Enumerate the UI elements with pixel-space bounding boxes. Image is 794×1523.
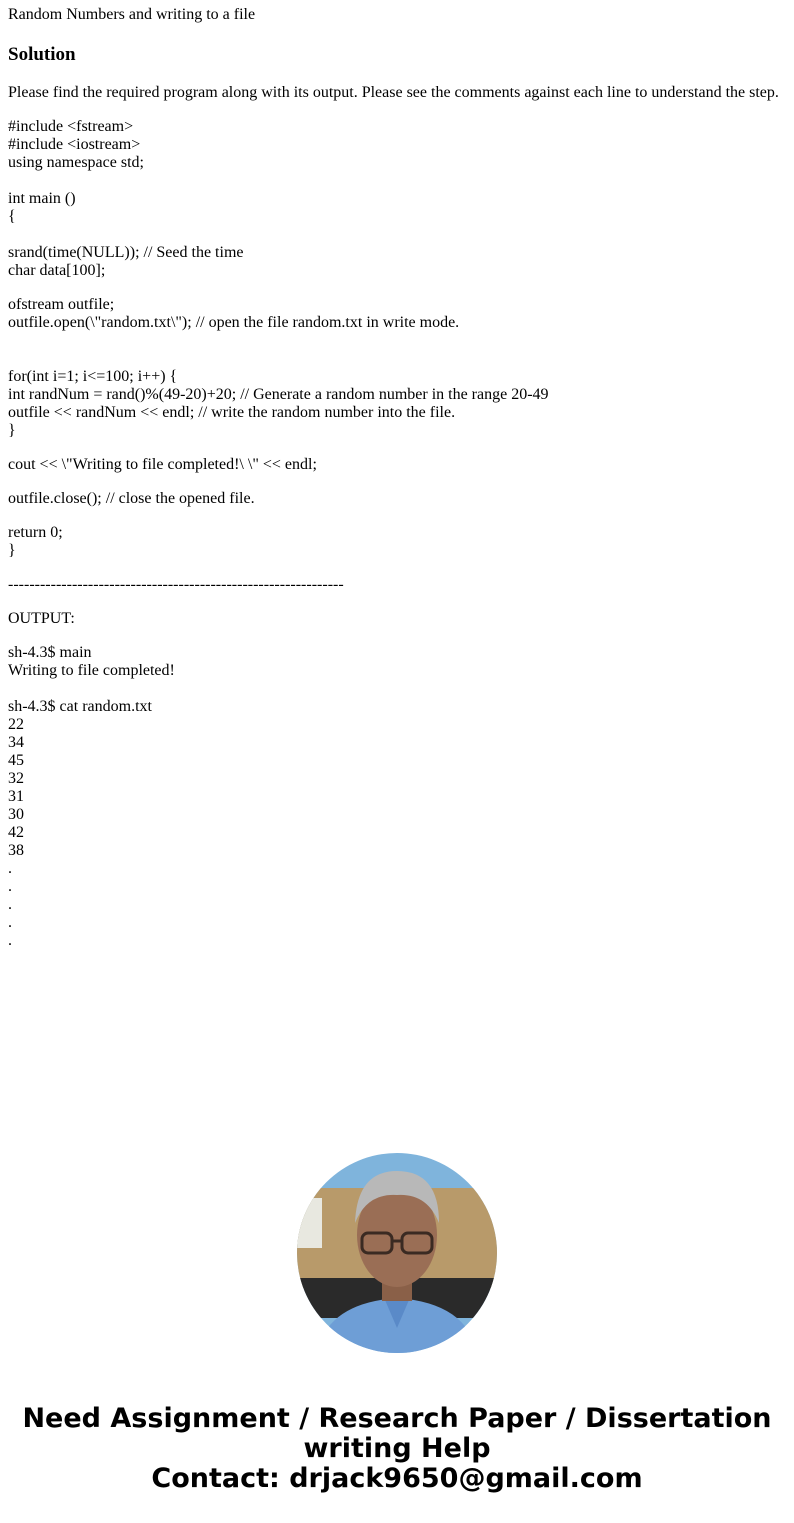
code-line: Writing to file completed! <box>8 662 175 679</box>
output-label <box>8 610 75 628</box>
code-line: } <box>8 422 16 439</box>
solution-heading: Solution <box>8 44 76 65</box>
code-line: outfile << randNum << endl; // write the random number into the file. <box>8 404 456 421</box>
code-line: 34 <box>8 734 24 751</box>
code-line: 32 <box>8 770 24 787</box>
code-block-cout <box>8 456 317 474</box>
code-line: 30 <box>8 806 24 823</box>
code-block-loop <box>8 296 549 440</box>
code-line: for(int i=1; i<=100; i++) { <box>8 368 178 385</box>
code-line: sh-4.3$ main <box>8 644 92 661</box>
code-line: . <box>8 896 12 913</box>
code-line: cout << \"Writing to file completed!\ \" << endl; <box>8 456 317 473</box>
code-line: 31 <box>8 788 24 805</box>
page-title: Random Numbers and writing to a file <box>8 6 256 23</box>
promo-banner <box>0 1404 794 1494</box>
separator <box>8 576 344 594</box>
code-line: using namespace std; <box>8 154 144 171</box>
code-line: char data[100]; <box>8 262 106 279</box>
code-line: outfile.open(\"random.txt\"); // open the file random.txt in write mode. <box>8 314 460 331</box>
promo-line: Need Assignment / Research Paper / Dissertation <box>22 1403 772 1434</box>
code-line: #include <fstream> <box>8 118 134 135</box>
promo-line: writing Help <box>303 1433 491 1464</box>
output-file <box>8 698 152 950</box>
code-line: int main () <box>8 190 76 207</box>
code-line: int randNum = rand()%(49-20)+20; // Generate a random number in the range 20-49 <box>8 386 549 403</box>
code-line: } <box>8 542 16 559</box>
code-line: 38 <box>8 842 24 859</box>
output-run <box>8 644 175 680</box>
code-line: { <box>8 208 16 225</box>
code-block-return <box>8 524 63 560</box>
code-line: 42 <box>8 824 24 841</box>
code-block-close <box>8 490 255 508</box>
code-line: --------------------------------------------------------------- <box>8 576 344 593</box>
intro-paragraph: Please find the required program along with its output. Please see the comments against each line to understand the step. <box>8 84 779 101</box>
code-line: return 0; <box>8 524 63 541</box>
code-line: . <box>8 878 12 895</box>
code-line: . <box>8 860 12 877</box>
code-line <box>8 172 243 190</box>
code-line: sh-4.3$ cat random.txt <box>8 698 152 715</box>
code-line: . <box>8 932 12 949</box>
code-line <box>8 350 549 368</box>
code-line: . <box>8 914 12 931</box>
code-line: 45 <box>8 752 24 769</box>
code-block-includes <box>8 118 243 280</box>
code-line: OUTPUT: <box>8 610 75 627</box>
author-photo <box>297 1153 497 1353</box>
code-line: 22 <box>8 716 24 733</box>
code-line <box>8 226 243 244</box>
code-line: outfile.close(); // close the opened file. <box>8 490 255 507</box>
code-line <box>8 332 549 350</box>
code-line: srand(time(NULL)); // Seed the time <box>8 244 244 261</box>
promo-contact: Contact: drjack9650@gmail.com <box>151 1463 643 1494</box>
code-line: #include <iostream> <box>8 136 141 153</box>
code-line: ofstream outfile; <box>8 296 115 313</box>
